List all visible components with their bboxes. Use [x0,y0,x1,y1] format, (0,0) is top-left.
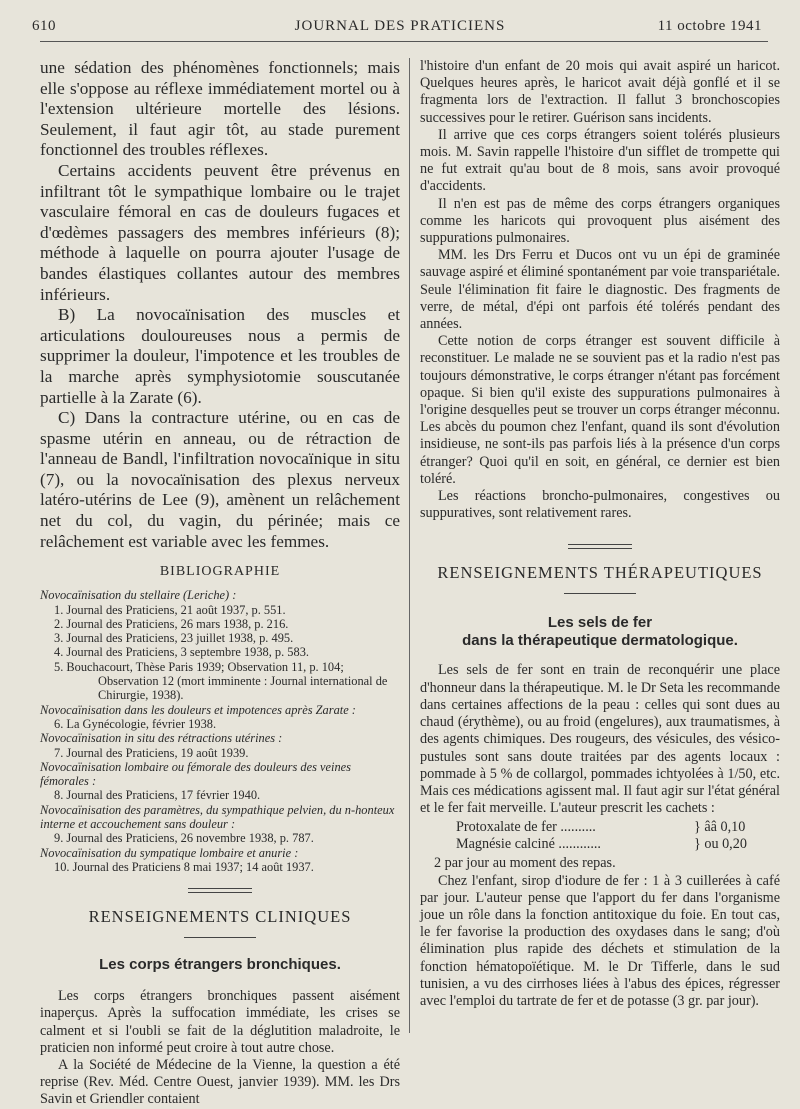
paragraph: Il n'en est pas de même des corps étrangers organiques comme les haricots qui provoquent plus aisément des suppurations pulmonaires. [420,195,780,247]
issue-date: 11 octobre 1941 [657,18,762,34]
header-rule [40,41,768,42]
paragraph: Les sels de fer sont en train de reconquérir une place d'honneur dans la thérapeutique. M. le Dr Seta les recommande dans certaines affections de la peau : celles qui sont dues au chaud (érythème), ou au froid (engelures), aux traumatismes, à des agents chimiques. Des rougeurs, des vésicules, des vésico-pustules sont sans doute traitées par des agents locaux : pommade à 5 % de collargol, pommades ichtyolées à 1/50, etc. Mais ces médications agissent mal. Il faut agir sur l'état général et le fer fait merveille. L'auteur prescrit les cachets : [420,662,780,817]
dose: } ââ 0,10 [694,819,746,836]
prescription-line [420,836,780,853]
article-title-line: dans la thérapeutique dermatologique. [462,632,738,650]
biblio-category: Novocaïnisation du stellaire (Leriche) : [40,588,237,603]
section-separator [568,544,632,549]
biblio-category: Novocaïnisation du sympatique lombaire et anurie : [40,845,299,860]
section-heading: RENSEIGNEMENTS THÉRAPEUTIQUES [437,563,763,583]
paragraph: l'histoire d'un enfant de 20 mois qui avait aspiré un haricot. Quelques heures après, le haricot avait déjà gonflé et il se fragmenta lors de l'extraction. Il fallut 3 bronchoscopies successives pour le retirer. Guérison sans incidents. [420,58,780,126]
paragraph: MM. les Drs Ferru et Ducos ont vu un épi de graminée sauvage aspiré et éliminé spontanément par voie transpariétale. Seule l'élimination fit faire le diagnostic. Des fragments de verre, de métal, d'épi ont parfois été tolérés pendant des années. [420,247,780,333]
biblio-category: Novocaïnisation dans les douleurs et impotences après Zarate : [40,702,356,717]
biblio-item: 5. Bouchacourt, Thèse Paris 1939; Observation 11, p. 104; Observation 12 (mort imminente : Journal international de Chirurgie, 1938). [54,659,388,703]
paragraph: C) Dans la contracture utérine, ou en cas de spasme utérin en anneau, ou de rétraction de l'anneau de Bandl, l'infiltration novocaïnique in situ (7), ou la novocaïnisation des plexus nerveux latéro-utérins de Lee (9), amènent un relâchement net du col, du vagin, du périnée; mais ce relâchement est variable avec les femmes. [40,408,400,551]
biblio-item: 2. Journal des Praticiens, 26 mars 1938, p. 216. [54,616,289,631]
page-number: 610 [32,18,56,34]
biblio-item: 10. Journal des Praticiens 8 mai 1937; 14 août 1937. [54,859,314,874]
article-title-line: Les sels de fer [547,614,653,632]
prescription-line [420,819,780,836]
journal-title: JOURNAL DES PRATICIENS [294,18,506,34]
bibliography-title: BIBLIOGRAPHIE [159,564,281,580]
paragraph: Il arrive que ces corps étrangers soient tolérés plusieurs mois. M. Savin rappelle l'histoire d'un sifflet de trompette qui ne fut extrait qu'au bout de 8 mois, sans avoir provoqué d'accidents. [420,126,780,195]
paragraph: Les réactions broncho-pulmonaires, congestives ou suppuratives, sont relativement rares. [420,488,780,522]
paragraph: Les corps étrangers bronchiques passent aisément inaperçus. Après la suffocation immédiate, les crises se calment et si l'oubli se fait de la déglutition maladroite, le praticien non informé peut croire à tout autre chose. [40,988,400,1056]
biblio-item: 8. Journal des Praticiens, 17 février 1940. [54,788,261,803]
biblio-category: Novocaïnisation lombaire ou fémorale des douleurs des veines fémorales : [40,759,351,789]
bibliography [40,588,400,874]
ingredient: Protoxalate de fer .......... [456,819,596,836]
paragraph: Chez l'enfant, sirop d'iodure de fer : 1 à 3 cuillerées à café par jour. L'auteur pense que l'apport du fer dans l'organisme joue un rôle dans la fonction antitoxique du foie. En tout cas, le fer favorise la production des oxydases dans le sang; d'où élimination plus rapide des déchets et stimulation de la fonction hématopoïétique. M. le Dr Tifferle, dans le sud tunisien, a vu des cirrhoses liées à l'abus des épices, régresser avec l'emploi du tartrate de fer et de potasse (3 gr. par jour). [420,872,780,1009]
heading-underline [564,593,636,594]
paragraph: A la Société de Médecine de la Vienne, la question a été reprise (Rev. Méd. Centre Ouest, janvier 1939). MM. les Drs Savin et Griendler contaient [40,1057,400,1108]
column-divider [409,58,410,1033]
article-title [420,614,780,650]
running-header [0,14,800,38]
section-heading: RENSEIGNEMENTS CLINIQUES [88,907,352,927]
biblio-item: 1. Journal des Praticiens, 21 août 1937, p. 551. [54,602,286,617]
right-column [420,58,780,1048]
biblio-category: Novocaïnisation des paramètres, du sympathique pelvien, du n-honteux interne et accouchement sans douleur : [40,802,395,831]
article-title: Les corps étrangers bronchiques. [99,956,341,974]
biblio-item: 9. Journal des Praticiens, 26 novembre 1938, p. 787. [54,831,314,846]
biblio-item: 4. Journal des Praticiens, 3 septembre 1938, p. 583. [54,645,309,660]
paragraph: une sédation des phénomènes fonctionnels; mais elle s'oppose au réflexe immédiatement mortel ou à l'extension ultérieure mortelle des lésions. Seulement, il faut agir tôt, au stade purement fonctionnel des troubles réflexes. [40,58,400,160]
ingredient: Magnésie calciné ............ [456,836,601,853]
section-separator [188,888,252,893]
biblio-item: 7. Journal des Praticiens, 19 août 1939. [54,745,249,760]
biblio-category: Novocaïnisation in situ des rétractions utérines : [40,731,283,746]
biblio-item: 3. Journal des Praticiens, 23 juillet 1938, p. 495. [54,631,294,646]
paragraph: Certains accidents peuvent être prévenus en infiltrant tôt le sympathique lombaire ou le trajet vasculaire fémoral en cas de douleurs fugaces et d'œdèmes passagers des membres inférieurs (8); méthode à laquelle on pourra ajouter l'usage de bandes élastiques collantes autour des membres inférieurs. [40,160,400,304]
dose: } ou 0,20 [694,836,747,853]
prescription [420,819,780,853]
biblio-item: 6. La Gynécologie, février 1938. [54,716,217,731]
left-column [40,58,400,1108]
heading-underline [184,937,256,938]
paragraph: Cette notion de corps étranger est souvent difficile à reconstituer. Le malade ne se souvient pas et la radio n'est pas toujours démonstrative, le corps étranger n'étant pas forcément opaque. Si bien qu'il existe des suppurations pulmonaires à l'origine desquelles peut se trouver un corps étranger méconnu. Les abcès du poumon chez l'enfant, quand ils sont d'évolution insidieuse, ne sont-ils pas parfois liés à la présence d'un corps étranger? Quoi qu'il en soit, en général, ce dernier est bien toléré. [420,333,780,487]
paragraph: B) La novocaïnisation des muscles et articulations douloureuses nous a permis de supprimer la douleur, l'impotence et les troubles de la marche après symphysiotomie souscutanée partielle à la Zarate (6). [40,305,400,407]
prescription-note: 2 par jour au moment des repas. [434,855,616,872]
